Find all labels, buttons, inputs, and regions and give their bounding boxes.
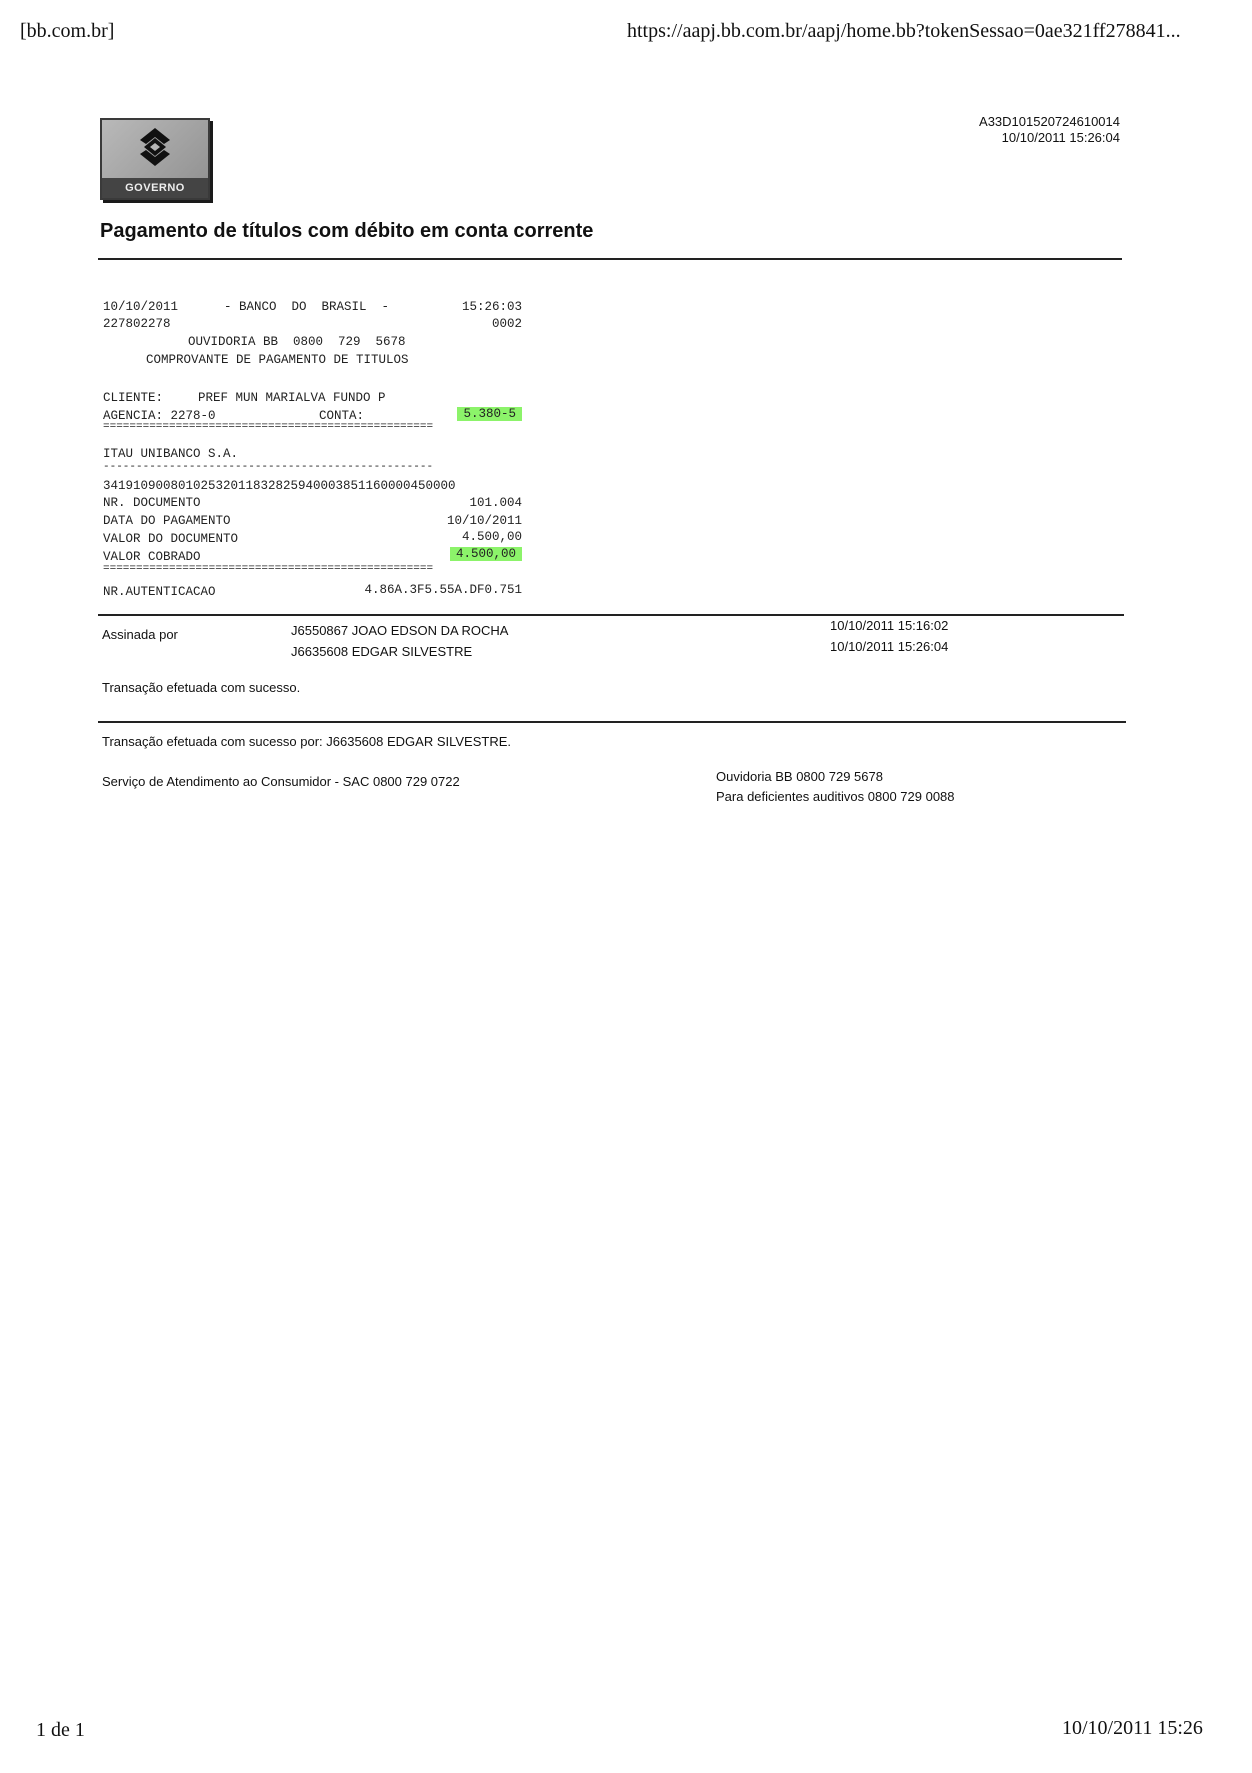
status-message: Transação efetuada com sucesso. bbox=[102, 680, 301, 695]
signed-by-label: Assinada por bbox=[102, 627, 178, 642]
cliente-label: CLIENTE: bbox=[103, 391, 164, 405]
receipt-ouvidoria: OUVIDORIA BB 0800 729 5678 bbox=[188, 335, 406, 349]
receipt-bank: - BANCO DO BRASIL - bbox=[224, 300, 390, 314]
receipt-date: 10/10/2011 bbox=[103, 300, 179, 314]
row-label: VALOR COBRADO bbox=[103, 550, 201, 564]
status-divider bbox=[98, 721, 1126, 723]
barcode-line: 34191090080102532011832825940003851160000450000 bbox=[103, 479, 456, 493]
deficientes-info: Para deficientes auditivos 0800 729 0088 bbox=[716, 789, 955, 804]
logo-label: GOVERNO bbox=[102, 178, 208, 198]
separator-double: ================================================== bbox=[103, 563, 434, 575]
row-label: NR. DOCUMENTO bbox=[103, 496, 201, 510]
autenticacao-label: NR.AUTENTICACAO bbox=[103, 585, 216, 599]
cliente-value: PREF MUN MARIALVA FUNDO P bbox=[198, 391, 386, 405]
row-label: DATA DO PAGAMENTO bbox=[103, 514, 231, 528]
page-count: 1 de 1 bbox=[36, 1719, 85, 1741]
signature-date: 10/10/2011 15:26:04 bbox=[830, 639, 949, 654]
separator-single: -------------------------------------------------- bbox=[103, 461, 434, 473]
receipt-time: 15:26:03 bbox=[461, 300, 522, 314]
row-value: 101.004 bbox=[469, 496, 522, 510]
page-title: Pagamento de títulos com débito em conta corrente bbox=[100, 220, 594, 242]
receipt-comprovante: COMPROVANTE DE PAGAMENTO DE TITULOS bbox=[146, 353, 409, 367]
site-label: [bb.com.br] bbox=[20, 20, 115, 42]
separator-double: ================================================== bbox=[103, 421, 434, 433]
ouvidoria-info: Ouvidoria BB 0800 729 5678 bbox=[716, 769, 883, 784]
conta-value-highlight bbox=[457, 406, 522, 423]
row-label: VALOR DO DOCUMENTO bbox=[103, 532, 239, 546]
autenticacao-value: 4.86A.3F5.55A.DF0.751 bbox=[364, 583, 522, 597]
document-datetime: 10/10/2011 15:26:04 bbox=[1001, 130, 1120, 145]
signature-divider bbox=[98, 614, 1124, 616]
valor-cobrado-highlight bbox=[450, 546, 522, 563]
beneficiario: ITAU UNIBANCO S.A. bbox=[103, 447, 239, 461]
row-value: 10/10/2011 bbox=[446, 514, 522, 528]
page-url: https://aapj.bb.com.br/aapj/home.bb?tokenSessao=0ae321ff278841... bbox=[627, 20, 1181, 42]
row-value: 4.500,00 bbox=[461, 530, 522, 544]
title-divider bbox=[98, 258, 1122, 260]
document-code: A33D101520724610014 bbox=[979, 114, 1120, 129]
signer-name: J6635608 EDGAR SILVESTRE bbox=[291, 644, 473, 659]
print-datetime: 10/10/2011 15:26 bbox=[1062, 1717, 1203, 1739]
document-id-block bbox=[979, 114, 1120, 146]
bb-logo-icon bbox=[134, 126, 176, 168]
receipt-number: 227802278 bbox=[103, 317, 171, 331]
governo-logo bbox=[100, 118, 210, 200]
sac-info: Serviço de Atendimento ao Consumidor - SAC 0800 729 0722 bbox=[102, 774, 460, 789]
signature-date: 10/10/2011 15:16:02 bbox=[830, 618, 949, 633]
conta-value: 5.380-5 bbox=[457, 407, 522, 421]
agencia: AGENCIA: 2278-0 bbox=[103, 409, 216, 423]
conta-label: CONTA: bbox=[319, 409, 365, 423]
status-message-signer: Transação efetuada com sucesso por: J6635608 EDGAR SILVESTRE. bbox=[102, 734, 511, 749]
signer-name: J6550867 JOAO EDSON DA ROCHA bbox=[291, 623, 509, 638]
row-value: 4.500,00 bbox=[450, 547, 522, 561]
receipt-code: 0002 bbox=[491, 317, 522, 331]
